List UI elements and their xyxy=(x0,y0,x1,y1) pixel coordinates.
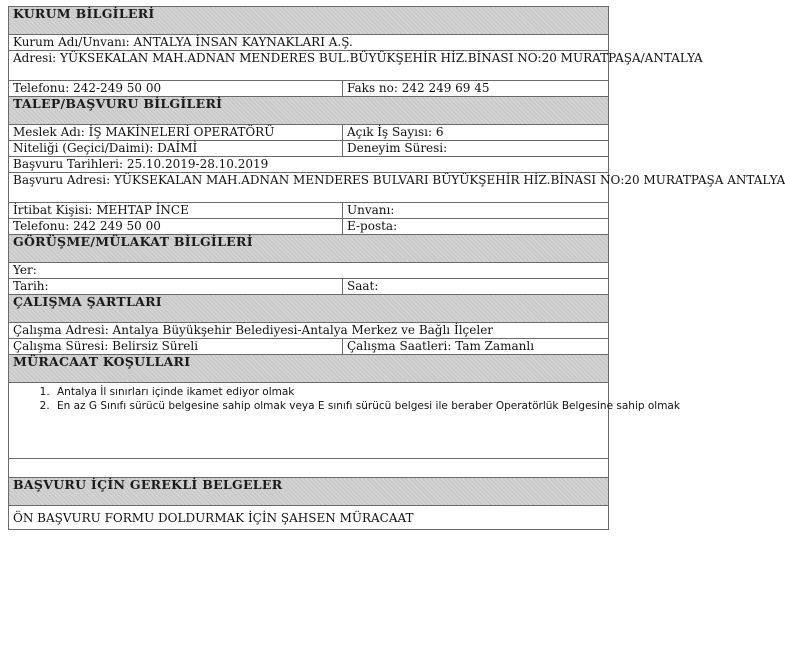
institution-header: KURUM BİLGİLERİ xyxy=(9,7,609,35)
interview-date: Tarih: xyxy=(9,279,343,295)
experience-duration: Deneyim Süresi: xyxy=(343,141,609,157)
contact-title: Unvanı: xyxy=(343,203,609,219)
occupation-name: Meslek Adı: İŞ MAKİNELERİ OPERATÖRÜ xyxy=(9,125,343,141)
contact-person: İrtibat Kişisi: MEHTAP İNCE xyxy=(9,203,343,219)
work-duration: Çalışma Süresi: Belirsiz Süreli xyxy=(9,339,343,355)
blank-row xyxy=(9,459,609,478)
application-header: TALEP/BAŞVURU BİLGİLERİ xyxy=(9,97,609,125)
requirements-header: MÜRACAAT KOŞULLARI xyxy=(9,355,609,383)
interview-time: Saat: xyxy=(343,279,609,295)
job-posting-form xyxy=(8,6,785,530)
institution-address: Adresi: YÜKSEKALAN MAH.ADNAN MENDERES BUL.BÜYÜKŞEHİR HİZ.BİNASI NO:20 MURATPAŞA/ANTALYA xyxy=(9,51,609,81)
interview-place: Yer: xyxy=(9,263,609,279)
requirement-item-2: 2. En az G Sınıfı sürücü belgesine sahip olmak veya E sınıfı sürücü belgesi ile beraber Operatörlük Belgesine sahip olmak xyxy=(53,399,596,413)
application-dates: Başvuru Tarihleri: 25.10.2019-28.10.2019 xyxy=(9,157,609,173)
required-documents-header: BAŞVURU İÇİN GEREKLİ BELGELER xyxy=(9,478,609,506)
work-hours: Çalışma Saatleri: Tam Zamanlı xyxy=(343,339,609,355)
institution-name: Kurum Adı/Unvanı: ANTALYA İNSAN KAYNAKLARI A.Ş. xyxy=(9,35,609,51)
required-documents-text: ÖN BAŞVURU FORMU DOLDURMAK İÇİN ŞAHSEN MÜRACAAT xyxy=(9,506,609,530)
contact-phone: Telefonu: 242 249 50 00 xyxy=(9,219,343,235)
application-address: Başvuru Adresi: YÜKSEKALAN MAH.ADNAN MENDERES BULVARI BÜYÜKŞEHİR HİZ.BİNASI NO:20 MURATPAŞA ANTALYA xyxy=(9,173,609,203)
work-conditions-header: ÇALIŞMA ŞARTLARI xyxy=(9,295,609,323)
institution-fax: Faks no: 242 249 69 45 xyxy=(343,81,609,97)
requirements-list xyxy=(13,385,680,413)
requirement-item-1: 1. Antalya İl sınırları içinde ikamet ediyor olmak xyxy=(53,385,596,399)
work-address: Çalışma Adresi: Antalya Büyükşehir Belediyesi-Antalya Merkez ve Bağlı İlçeler xyxy=(9,323,609,339)
open-positions: Açık İş Sayısı: 6 xyxy=(343,125,609,141)
interview-header: GÖRÜŞME/MÜLAKAT BİLGİLERİ xyxy=(9,235,609,263)
requirements-cell xyxy=(9,383,680,459)
institution-phone: Telefonu: 242-249 50 00 xyxy=(9,81,343,97)
contact-email: E-posta: xyxy=(343,219,609,235)
job-nature: Niteliği (Geçici/Daimi): DAİMİ xyxy=(9,141,343,157)
